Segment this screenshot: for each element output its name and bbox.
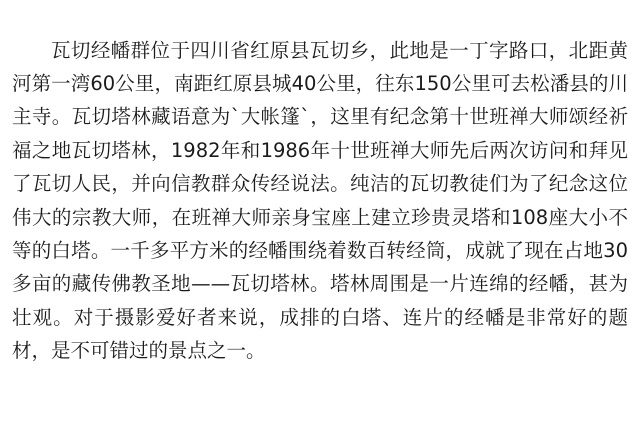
article-body-text: 瓦切经幡群位于四川省红原县瓦切乡，此地是一丁字路口，北距黄河第一湾60公里，南距红原县城40公里，往东150公里可去松潘县的川主寺。瓦切塔林藏语意为`大帐篷`，这里有纪念第十世班禅大师颂经祈福之地瓦切塔林，1982年和1986年十世班禅大师先后两次访问和拜见了瓦切人民，并向信教群众传经说法。纯洁的瓦切教徒们为了纪念这位伟大的宗教大师，在班禅大师亲身宝座上建立珍贵灵塔和108座大小不等的白塔。一千多平方米的经幡围绕着数百转经筒，成就了现在占地30多亩的藏传佛教圣地——瓦切塔林。塔林周围是一片连绵的经幡，甚为壮观。对于摄影爱好者来说，成排的白塔、连片的经幡是非常好的题材，是不可错过的景点之一。: [12, 38, 628, 363]
